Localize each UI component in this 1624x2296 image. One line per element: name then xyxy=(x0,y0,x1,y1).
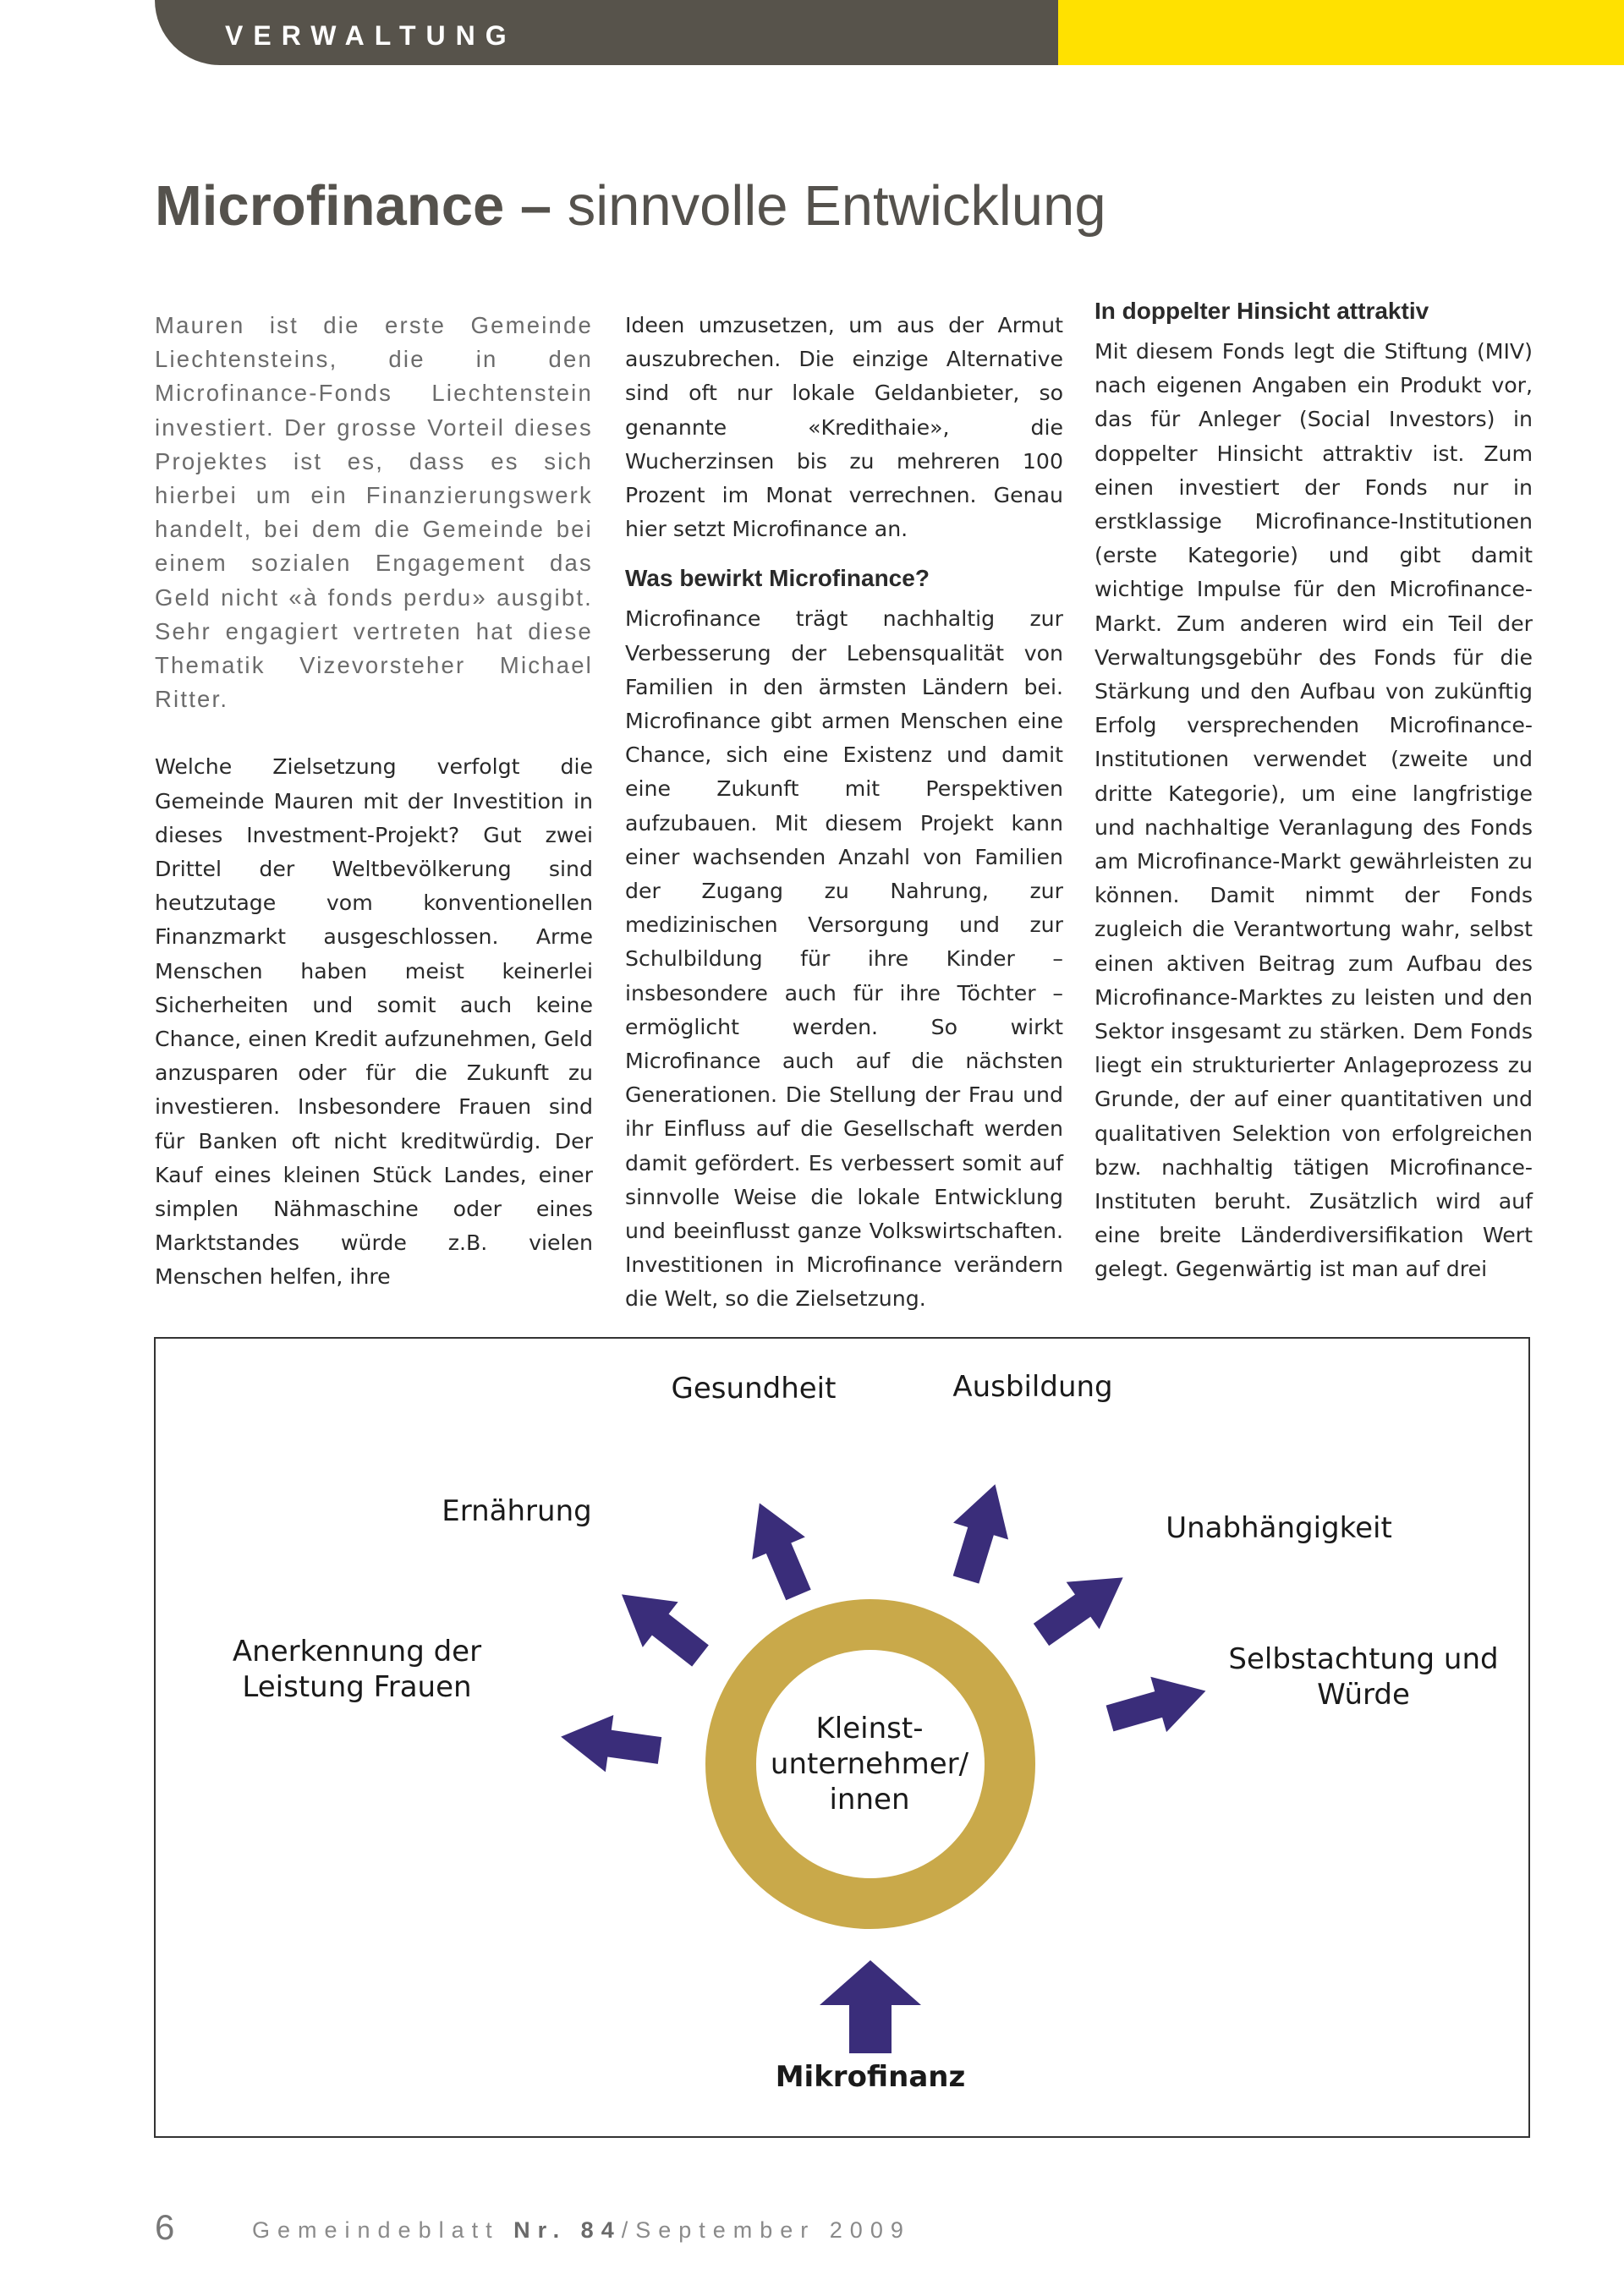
center-line-1: Kleinst- xyxy=(815,1712,924,1745)
footer-nr-label: Nr. xyxy=(513,2217,568,2243)
arrow-anerkennung xyxy=(557,1708,663,1779)
microfinance-diagram xyxy=(154,1337,1530,2138)
footer-date: /September 2009 xyxy=(621,2217,911,2243)
page-title xyxy=(155,174,1106,238)
article-body-2b: Microfinance trägt nachhaltig zur Verbesserung der Lebensqualität von Familien in den ärmsten Ländern bei. Microfinance gibt armen Menschen eine Chance, sich eine Existenz und damit eine Zukunft mit Perspektiven aufzubauen. Mit diesem Projekt kann einer wachsenden Anzahl von Familien der Zugang zu Nahrung, zur medizinischen Versorgung und zur Schulbildung für ihre Kinder – insbesondere auch für ihre Töchter – ermöglicht werden. So wirkt Microfinance auch auf die nächsten Generationen. Die Stellung der Frau und ihr Einfluss auf die Gesellschaft werden damit gefördert. Es verbessert somit auf sinnvolle Weise die lokale Entwicklung und beeinflusst ganze Volkswirtschaften. Investitionen in Microfinance verändern die Welt, so die Zielsetzung. xyxy=(625,606,1063,1312)
article-column-1 xyxy=(155,309,593,1295)
header-bar xyxy=(0,0,1624,65)
anerkennung-line-2: Leistung Frauen xyxy=(242,1670,472,1704)
article-column-3 xyxy=(1095,296,1533,1287)
page-title-rest: sinnvolle Entwicklung xyxy=(551,174,1106,238)
article-intro: Mauren ist die erste Gemeinde Liechtensteins, die in den Microfinance-Fonds Liechtenstein investiert. Der grosse Vorteil dieses Projektes ist es, dass es sich hierbei um ein Finanzierungswerk handelt, bei dem die Gemeinde bei einem sozialen Engagement das Geld nicht «à fonds perdu» ausgibt. Sehr engagiert vertreten hat diese Thematik Vizevorsteher Michael Ritter. xyxy=(155,312,593,713)
subheading-was-bewirkt: Was bewirkt Microfinance? xyxy=(625,565,930,592)
center-line-2: unternehmer/ xyxy=(770,1747,969,1781)
label-selbstachtung xyxy=(1228,1641,1499,1712)
center-line-3: innen xyxy=(829,1783,910,1817)
arrow-gesundheit xyxy=(733,1492,826,1606)
arrow-unabhaengigkeit xyxy=(1024,1553,1139,1658)
label-ernaehrung: Ernährung xyxy=(442,1494,592,1528)
subheading-doppelter-hinsicht: In doppelter Hinsicht attraktiv xyxy=(1095,298,1429,324)
page-title-bold: Microfinance – xyxy=(155,174,552,238)
section-label: VERWALTUNG xyxy=(225,20,517,51)
selbstachtung-line-1: Selbstachtung und xyxy=(1228,1642,1499,1676)
article-body-3: Mit diesem Fonds legt die Stiftung (MIV) nach eigenen Angaben ein Produkt vor, das für Anleger (Social Investors) in doppelter Hinsicht attraktiv ist. Zum einen investiert der Fonds nur in erstklassige Microfinance-Institutionen (erste Kategorie) und gibt damit wichtige Impulse für den Microfinance-Markt. Zum anderen wird ein Teil der Verwaltungsgebühr des Fonds für die Stärkung und den Aufbau von zukünftig Erfolg versprechenden Microfinance-Institutionen verwendet (zweite und dritte Kategorie), um eine langfristige und nachhaltige Veranlagung des Fonds am Microfinance-Markt gewährleisten zu können. Damit nimmt der Fonds zugleich die Verantwortung wahr, selbst einen aktiven Beitrag zum Aufbau des Microfinance-Marktes zu leisten und den Sektor insgesamt zu stärken. Dem Fonds liegt ein strukturierter Anlageprozess zu Grunde, der auf einer quantitativen und qualitativen Selektion von erfolgreichen bzw. nachhaltig tätigen Microfinance-Instituten beruht. Zusätzlich wird auf eine breite Länderdiversifikation Wert gelegt. Gegenwärtig ist man auf drei xyxy=(1095,339,1533,1282)
arrow-selbstachtung xyxy=(1102,1663,1214,1746)
arrow-ernaehrung xyxy=(604,1572,718,1679)
selbstachtung-line-2: Würde xyxy=(1317,1678,1410,1712)
article-body-2a: Ideen umzusetzen, um aus der Armut auszubrechen. Die einzige Alternative sind oft nur lokale Geldanbieter, so genannte «Kredithaie», die Wucherzinsen bis zu mehreren 100 Prozent im Monat verrechnen. Genau hier setzt Microfinance an. xyxy=(625,313,1063,542)
footer-issue: 84 xyxy=(580,2217,622,2243)
article-column-2 xyxy=(625,309,1063,1317)
footer-publication-name: Gemeindeblatt xyxy=(252,2217,500,2243)
label-gesundheit: Gesundheit xyxy=(671,1372,837,1406)
anerkennung-line-1: Anerkennung der xyxy=(232,1635,482,1669)
footer-publication xyxy=(252,2217,911,2244)
header-yellow-band xyxy=(1058,0,1624,65)
article-body-1: Welche Zielsetzung verfolgt die Gemeinde Mauren mit der Investition in dieses Investment-Projekt? Gut zwei Drittel der Weltbevölkerung sind heutzutage vom konventionellen Finanzmarkt ausgeschlossen. Arme Menschen haben meist keinerlei Sicherheiten und somit auch keine Chance, einen Kredit aufzunehmen, Geld anzusparen oder für die Zukunft zu investieren. Insbesondere Frauen sind für Banken oft nicht kreditwürdig. Der Kauf eines kleinen Stück Landes, einer simplen Nähmaschine oder eines Marktstandes würde z.B. vielen Menschen helfen, ihre xyxy=(155,754,593,1290)
arrow-ausbildung xyxy=(938,1476,1023,1588)
label-kleinst-unternehmer xyxy=(764,1711,975,1817)
label-unabhaengigkeit: Unabhängigkeit xyxy=(1166,1511,1392,1545)
arrow-mikrofinanz xyxy=(820,1960,921,2053)
page-number: 6 xyxy=(155,2207,175,2247)
label-mikrofinanz: Mikrofinanz xyxy=(775,2060,966,2094)
label-anerkennung xyxy=(230,1634,484,1705)
label-ausbildung: Ausbildung xyxy=(952,1370,1113,1404)
